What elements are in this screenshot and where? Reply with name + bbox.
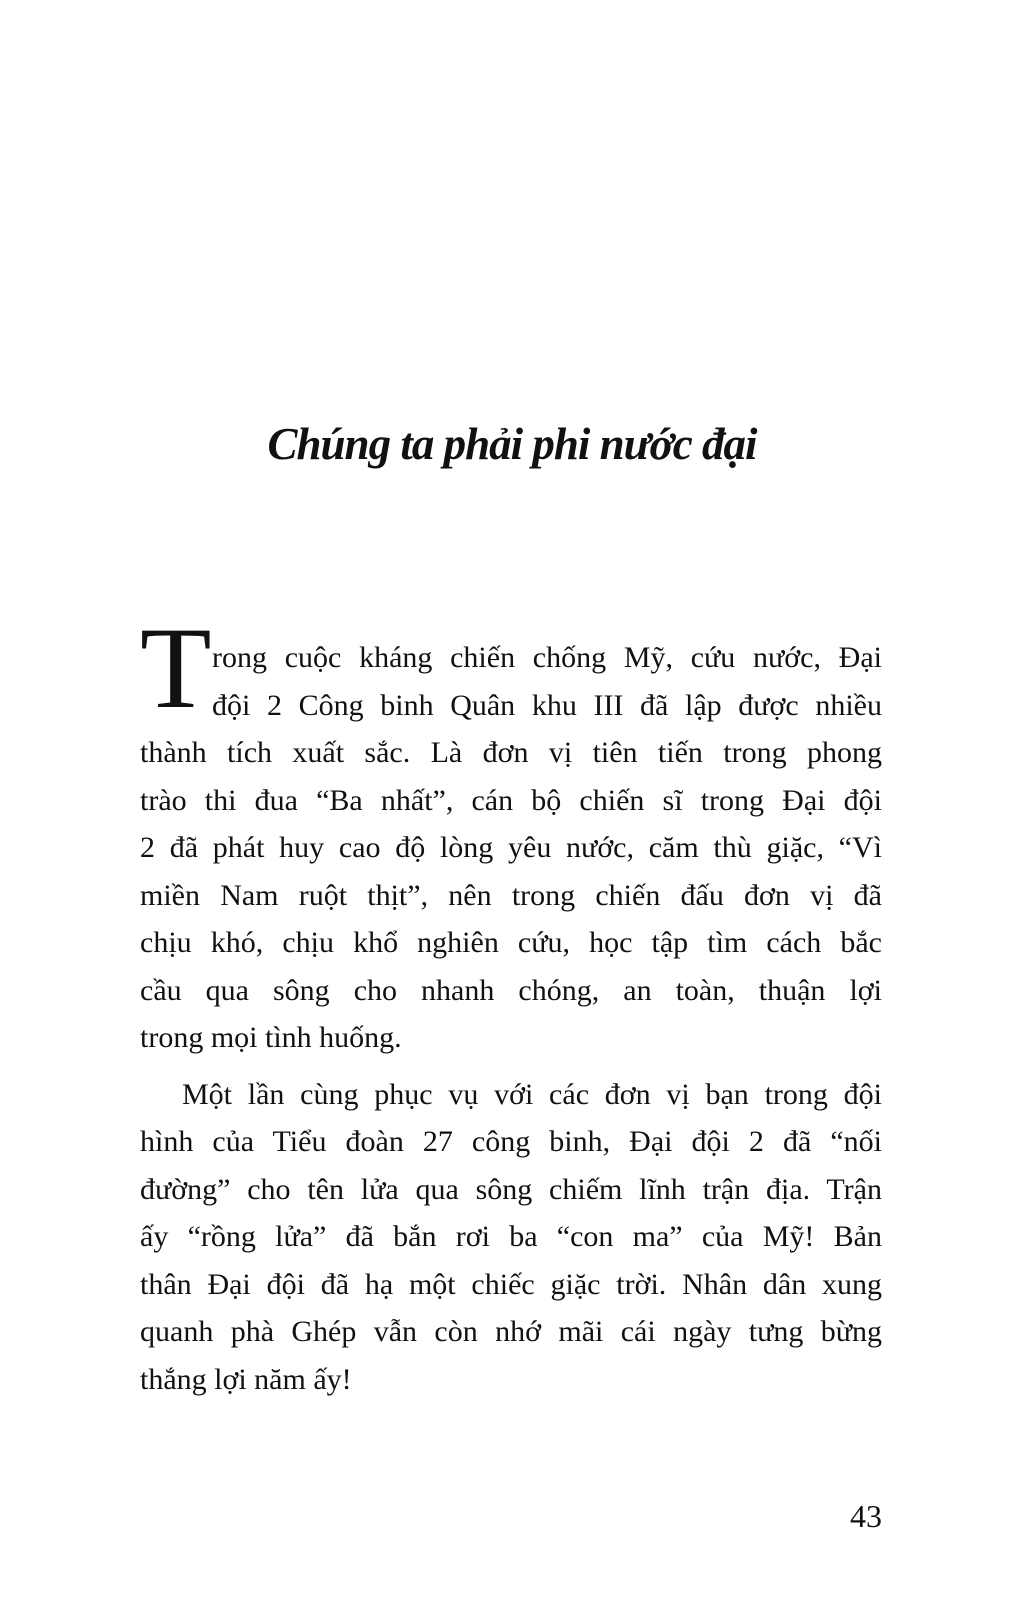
text-line: trào thi đua “Ba nhất”, cán bộ chiến sĩ trong Đại đội [140, 783, 882, 817]
text-line: ấy “rồng lửa” đã bắn rơi ba “con ma” của Mỹ! Bản [140, 1220, 882, 1253]
text-line: thân Đại đội đã hạ một chiếc giặc trời. Nhân dân xung [140, 1267, 882, 1301]
text-line: đường” cho tên lửa qua sông chiếm lĩnh trận địa. Trận [140, 1172, 882, 1206]
text-line: Một lần cùng phục vụ với các đơn vị bạn trong đội [182, 1077, 882, 1111]
text-line: cầu qua sông cho nhanh chóng, an toàn, thuận lợi [140, 973, 882, 1007]
text-line: rong cuộc kháng chiến chống Mỹ, cứu nước, Đại [212, 641, 882, 674]
text-line: miền Nam ruột thịt”, nên trong chiến đấu đơn vị đã [140, 878, 882, 912]
text-line: thành tích xuất sắc. Là đơn vị tiên tiến trong phong [140, 736, 882, 769]
page-number: 43 [850, 1498, 882, 1534]
paragraph [140, 1071, 882, 1404]
drop-cap: T [140, 604, 212, 733]
text-line: quanh phà Ghép vẫn còn nhớ mãi cái ngày tưng bừng [140, 1315, 882, 1348]
chapter-title: Chúng ta phải phi nước đại [267, 419, 757, 469]
text-line: thắng lợi năm ấy! [140, 1362, 352, 1396]
paragraph [140, 604, 882, 1062]
text-line: đội 2 Công binh Quân khu III đã lập được nhiều [212, 688, 882, 722]
text-line: trong mọi tình huống. [140, 1021, 402, 1054]
body-text [140, 604, 882, 1403]
text-line: hình của Tiểu đoàn 27 công binh, Đại đội 2 đã “nối [140, 1125, 882, 1158]
text-line: chịu khó, chịu khổ nghiên cứu, học tập tìm cách bắc [140, 926, 882, 959]
text-line: 2 đã phát huy cao độ lòng yêu nước, căm thù giặc, “Vì [140, 831, 882, 864]
